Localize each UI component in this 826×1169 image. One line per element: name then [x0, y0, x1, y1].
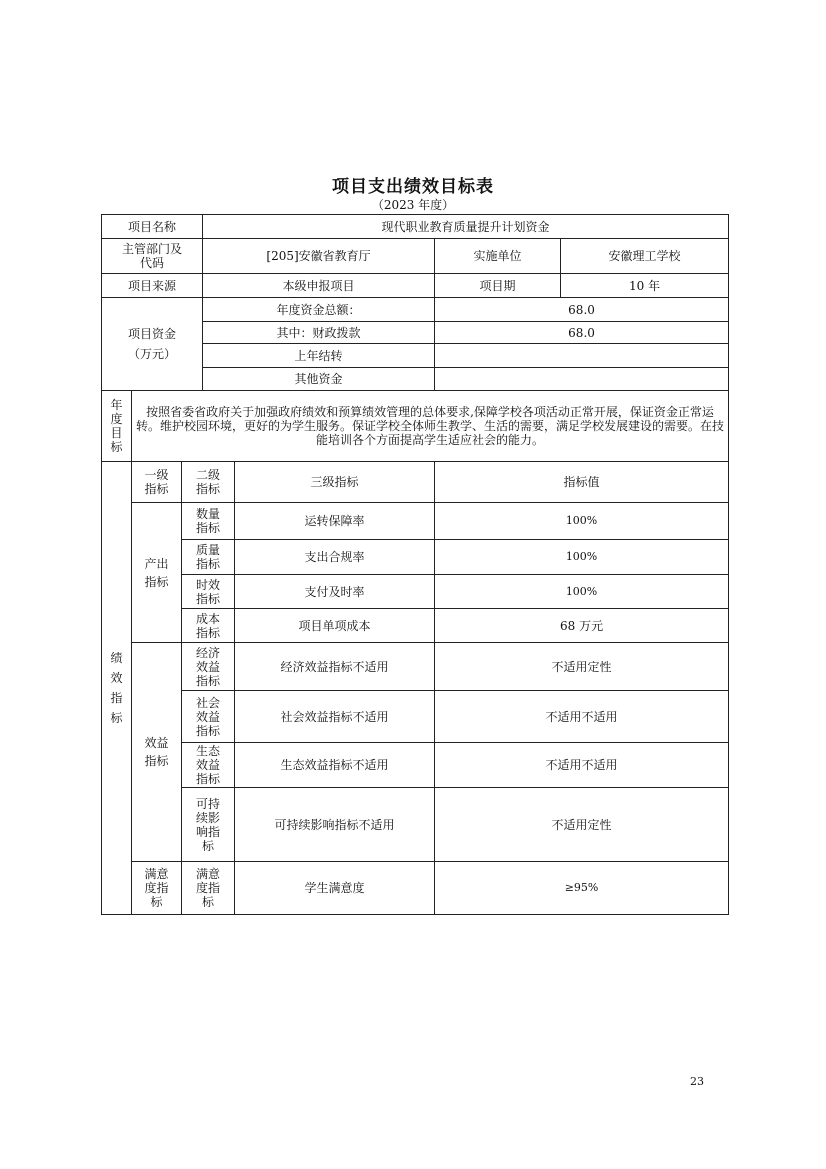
- indicator-value: 不适用定性: [435, 788, 729, 862]
- page-subtitle: （2023 年度）: [371, 198, 455, 212]
- level3-cell: 可持续影响指标不适用: [235, 788, 435, 862]
- source-row: [102, 274, 729, 298]
- level2-text: 社会效益指标: [196, 695, 221, 738]
- performance-label: [102, 462, 132, 915]
- benefit-indicator-label: [132, 643, 182, 862]
- indicator-row: [102, 540, 729, 575]
- funds-other-label: 其他资金: [203, 368, 435, 391]
- period-value: 10 年: [561, 274, 729, 298]
- indicator-row: [102, 503, 729, 540]
- level3-cell: 生态效益指标不适用: [235, 743, 435, 788]
- source-value: 本级申报项目: [203, 274, 435, 298]
- output-indicator-label: [132, 503, 182, 643]
- output-indicator-text: 产出指标: [144, 556, 169, 589]
- level2-text: 满意度指标: [196, 867, 221, 909]
- header-level1-text: 一级指标: [144, 468, 169, 496]
- annual-goal-row: [102, 391, 729, 462]
- page-title: 项目支出绩效目标表: [332, 177, 494, 197]
- indicator-row: [102, 743, 729, 788]
- level2-cell: [182, 788, 235, 862]
- level2-text: 时效指标: [196, 577, 221, 606]
- level2-cell: [182, 540, 235, 575]
- page-number: 23: [690, 1075, 704, 1088]
- dept-label: [102, 239, 203, 274]
- dept-label-text: 主管部门及代码: [122, 242, 183, 270]
- benefit-indicator-text: 效益指标: [144, 736, 169, 768]
- level3-cell: 项目单项成本: [235, 609, 435, 643]
- header-level2: [182, 462, 235, 503]
- indicator-row: [102, 691, 729, 743]
- indicator-value: ≥95%: [435, 862, 729, 915]
- level3-cell: 支付及时率: [235, 575, 435, 609]
- level2-text: 生态效益指标: [196, 744, 221, 786]
- indicator-value: 100%: [435, 503, 729, 540]
- level3-cell: 学生满意度: [235, 862, 435, 915]
- project-name-row: [102, 215, 729, 239]
- funds-label-text: 项目资金（万元）: [128, 327, 177, 361]
- funds-total-label: 年度资金总额：: [203, 298, 435, 322]
- level3-cell: 经济效益指标不适用: [235, 643, 435, 691]
- funds-other-value: [435, 368, 729, 391]
- annual-goal-text: 按照省委省政府关于加强政府绩效和预算绩效管理的总体要求,保障学校各项活动正常开展，保证资金正常运转。维护校园环境，更好的为学生服务。保证学校全体师生教学、生活的需要，满足学校发展建设的需要。在技能培训各个方面提高学生适应社会的能力。: [132, 391, 729, 462]
- level2-cell: [182, 743, 235, 788]
- indicator-value: 100%: [435, 575, 729, 609]
- level2-cell: [182, 643, 235, 691]
- level2-cell: [182, 862, 235, 915]
- level3-cell: 运转保障率: [235, 503, 435, 540]
- funds-carryover-value: [435, 344, 729, 368]
- indicator-row: [102, 788, 729, 862]
- indicator-value: 100%: [435, 540, 729, 575]
- level3-cell: 支出合规率: [235, 540, 435, 575]
- level2-text: 成本指标: [196, 611, 221, 640]
- funds-row: [102, 298, 729, 322]
- performance-target-table: [101, 214, 729, 915]
- level2-cell: [182, 503, 235, 540]
- project-name-value: 现代职业教育质量提升计划资金: [203, 215, 729, 239]
- funds-fiscal-label: 其中：财政拨款: [203, 322, 435, 344]
- level2-cell: [182, 609, 235, 643]
- impl-unit-value: 安徽理工学校: [561, 239, 729, 274]
- header-level1: [132, 462, 182, 503]
- level3-cell: 社会效益指标不适用: [235, 691, 435, 743]
- indicator-row: [102, 575, 729, 609]
- indicator-header-row: [102, 462, 729, 503]
- header-level2-text: 二级指标: [196, 468, 221, 496]
- dept-value: [205]安徽省教育厅: [203, 239, 435, 274]
- satisfaction-indicator-text: 满意度指标: [144, 867, 169, 909]
- level2-text: 质量指标: [196, 543, 221, 571]
- indicator-row: [102, 609, 729, 643]
- project-name-label: 项目名称: [102, 215, 203, 239]
- indicator-value: 不适用定性: [435, 643, 729, 691]
- header-level3: 三级指标: [235, 462, 435, 503]
- level2-cell: [182, 691, 235, 743]
- indicator-value: 68 万元: [435, 609, 729, 643]
- funds-total-value: 68.0: [435, 298, 729, 322]
- indicator-value: 不适用不适用: [435, 691, 729, 743]
- performance-label-text: 绩效指标: [110, 651, 123, 725]
- source-label: 项目来源: [102, 274, 203, 298]
- funds-fiscal-value: 68.0: [435, 322, 729, 344]
- indicator-row: [102, 862, 729, 915]
- period-label: 项目期: [435, 274, 561, 298]
- indicator-value: 不适用不适用: [435, 743, 729, 788]
- funds-label: [102, 298, 203, 391]
- level2-text: 经济效益指标: [196, 645, 221, 688]
- annual-goal-label: [102, 391, 132, 462]
- satisfaction-indicator-label: [132, 862, 182, 915]
- level2-text: 数量指标: [196, 507, 221, 535]
- header-value: 指标值: [435, 462, 729, 503]
- dept-row: [102, 239, 729, 274]
- impl-unit-label: 实施单位: [435, 239, 561, 274]
- funds-carryover-label: 上年结转: [203, 344, 435, 368]
- level2-cell: [182, 575, 235, 609]
- annual-goal-label-text: 年度目标: [110, 398, 123, 454]
- level2-text: 可持续影响指标: [196, 796, 221, 853]
- indicator-row: [102, 643, 729, 691]
